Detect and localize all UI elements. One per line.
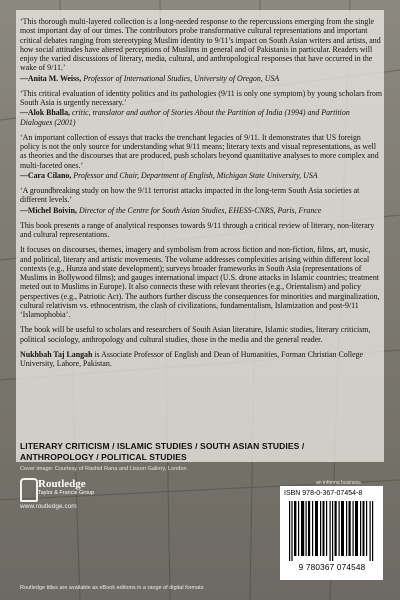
quote-attribution — [20, 171, 382, 180]
isbn-label: ISBN 978-0-367-07454-8 — [284, 490, 363, 497]
quote-affiliation: Professor of International Studies, University of Oregon, USA — [83, 73, 280, 83]
isbn-barcode-box — [280, 486, 383, 580]
editor-name: Nukhbah Taj Langah — [20, 349, 93, 359]
review-quote-1 — [20, 17, 382, 83]
barcode-icon — [289, 501, 374, 561]
publisher-logo — [20, 478, 95, 520]
quote-attribution — [20, 108, 382, 127]
publisher-group: Taylor & Francis Group — [38, 490, 95, 496]
quote-attribution — [20, 74, 382, 83]
quote-text: ‘This critical evaluation of identity politics and its pathologies (9/11 is only one symptom) by young scholars from South Asia is urgently necessary.’ — [20, 88, 382, 107]
quote-attribution — [20, 206, 382, 215]
quote-text: ‘An important collection of essays that tracks the trenchant legacies of 9/11. It demonstrates that US foreign policy is not the only source for understanding what 9/11 means; literary texts and visual representations, as well as theories and the discourses that are produced, push scholars beyond quantitative analyses to more complex and multi-faceted ones.’ — [20, 132, 379, 170]
quote-text: ‘A groundbreaking study on how the 9/11 terrorist attacks impacted in the long-term South Asia societies at different levels.’ — [20, 186, 360, 205]
cover-credit: Cover image: Courtesy of Rashid Rana and Lisson Gallery, London — [20, 466, 187, 472]
quote-author: —Michel Boivin, — [20, 205, 77, 215]
review-quote-3 — [20, 133, 382, 180]
quote-text: ‘This thorough multi-layered collection is a long-needed response to the repercussions emerging from the single most important day of our times. The contributors probe transformative cultural representations and important critical debates ranging from stereotyping Muslim identity to 9/11’s impact on South Asian writers and artists, and how social attitudes have altered perceptions of Muslims in general and of Pakistanis in particular. Readers will enjoy the varied discussions of literary, media, cultural, and anthropological responses that have occurred in the wake of 9/11.’ — [20, 17, 381, 73]
informa-tagline: an informa business — [316, 480, 361, 486]
quote-author: —Anita M. Weiss, — [20, 73, 82, 83]
subject-line-1: LITERARY CRITICISM / ISLAMIC STUDIES / SOUTH ASIAN STUDIES / — [20, 441, 305, 451]
editor-bio-text: is Associate Professor of English and Dean of Humanities, Forman Christian College University, Lahore, Pakistan. — [20, 349, 364, 368]
ebook-notice: Routledge titles are available as eBook editions in a range of digital formats — [20, 585, 204, 591]
quote-affiliation: critic, translator and author of Stories About the Partition of India (1994) and Partition Dialogues (2001) — [20, 108, 350, 127]
barcode-number: 9 780367 074548 — [298, 563, 366, 572]
description-paragraph-2: It focuses on discourses, themes, imagery and symbolism from across fiction and non-fiction, films, art, music, and political, literary and artistic movements. The volume addresses complexities arising within different local contexts (e.g., Hunza and state development); surveys broader frameworks in South Asia (representations of Muslims in Bollywood films); and gauges international impact (U.S. drone attacks in Islamic countries; treatment meted out to Muslims in Europe). It also connects these with relevant theories (e.g., Orientalism) and policy perspectives (e.g., Patriotic Act). The authors further discuss the consequences for minorities and marginalization, cultural relativism vs. ethnocentrism, the clash of civilizations, fundamentalism, Islamization and post-9/11 ‘Islamophobia’. — [20, 245, 380, 319]
description-paragraph-3: The book will be useful to scholars and researchers of South Asian literature, Islamic studies, literary criticism, political sociology, anthropology and cultural studies, those in the media and the general reader. — [20, 325, 371, 344]
subject-line-2: ANTHROPOLOGY / POLITICAL STUDIES — [20, 451, 187, 462]
quote-affiliation: Professor and Chair, Department of English, Michigan State University, USA — [73, 170, 318, 180]
review-quote-4 — [20, 186, 382, 215]
description-paragraph-1: This book presents a range of analytical responses towards 9/11 through a critical review of literary, non-literary and cultural representations. — [20, 220, 375, 239]
publisher-name: Routledge — [38, 478, 86, 490]
quote-author: —Cara Cilano, — [20, 170, 72, 180]
quote-affiliation: Director of the Centre for South Asian Studies, EHESS-CNRS, Paris, France — [78, 205, 322, 215]
back-cover-text — [20, 17, 382, 374]
routledge-logo-icon — [20, 478, 38, 502]
quote-author: —Alok Bhalla, — [20, 108, 70, 118]
publisher-website[interactable]: www.routledge.com — [20, 503, 77, 510]
subject-categories — [20, 441, 382, 462]
review-quote-2 — [20, 89, 382, 127]
editor-bio — [20, 350, 382, 369]
